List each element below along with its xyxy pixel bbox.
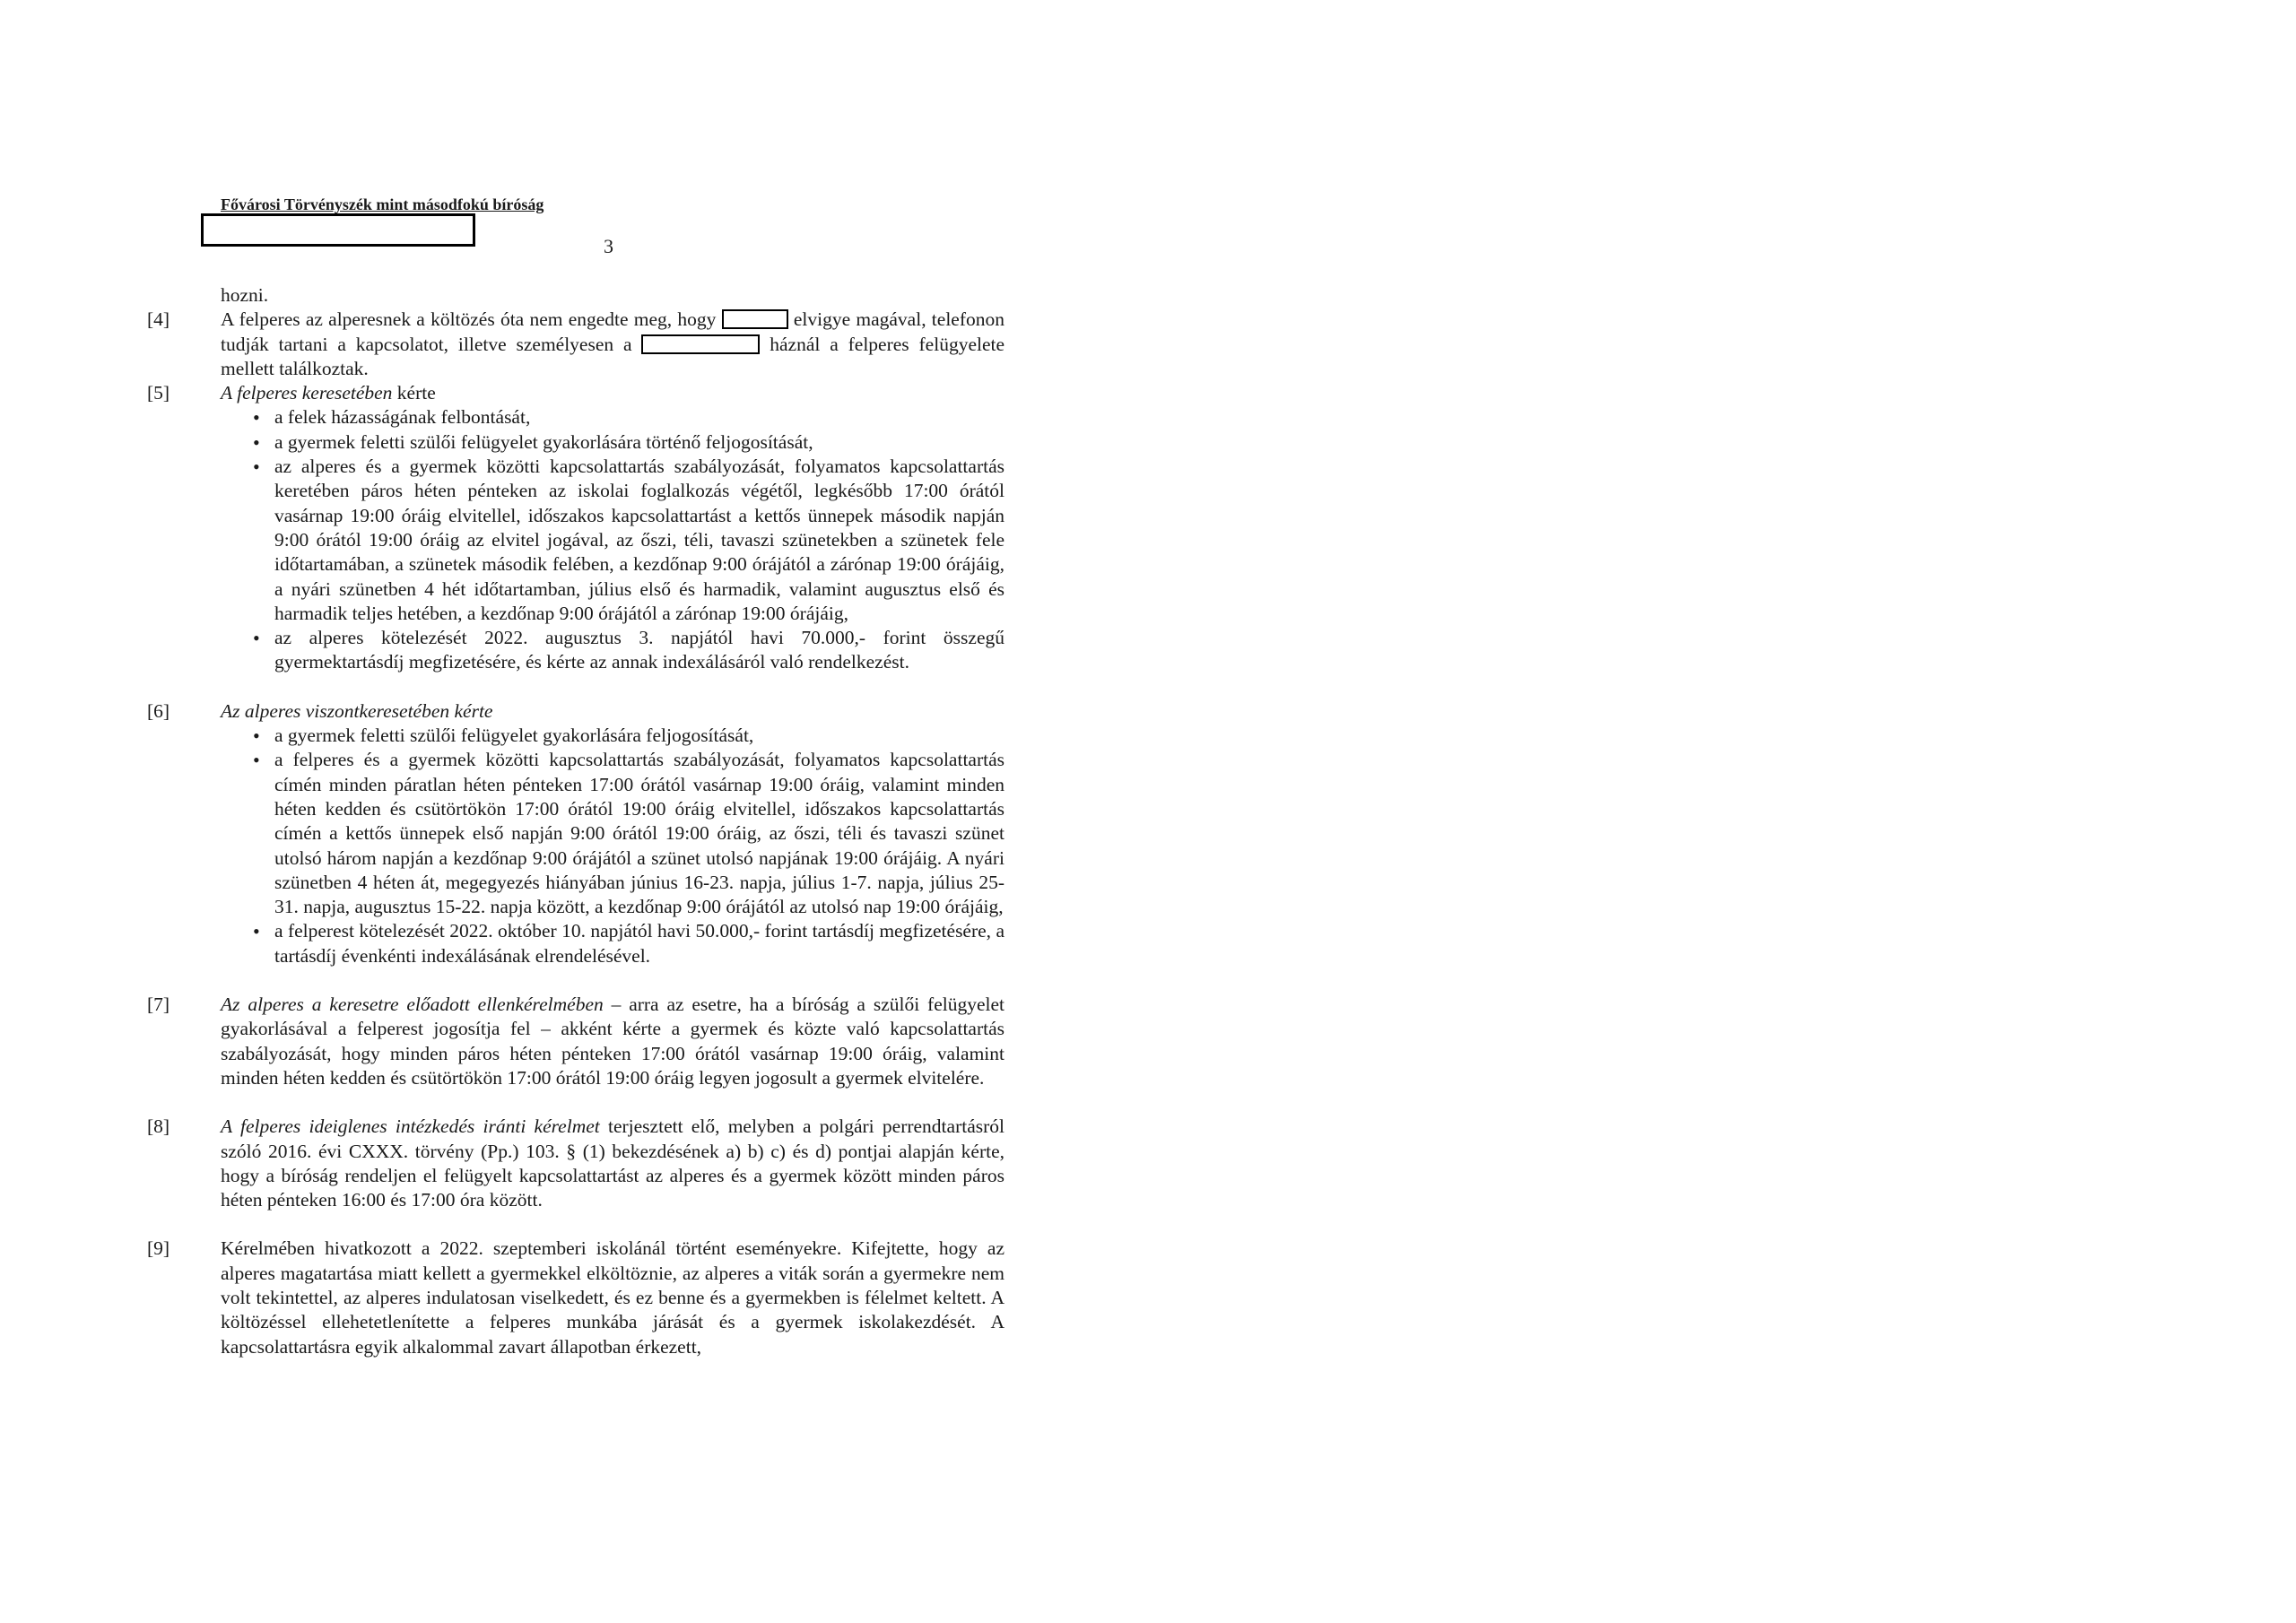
page-number: 3 (604, 235, 613, 257)
paragraph-8: [8] A felperes ideiglenes intézkedés iránti kérelmet terjesztett elő, melyben a polgári perrendtartásról szóló 2016. évi CXXX. törvény (Pp.) 103. § (1) bekezdésének a) b) c) és d) pontjai alapján kérte, hogy a bíróság rendeljen el felügyelt kapcsolattartást az alperes és a gyermek között minden páros héten pénteken 16:00 és 17:00 óra között. (147, 1115, 1004, 1211)
paragraph-number: [7] (147, 994, 170, 1016)
document-body (144, 283, 1004, 1359)
claim-list (221, 405, 1004, 674)
redacted-name (722, 309, 788, 329)
list-item: • a gyermek feletti szülői felügyelet gyakorlására feljogosítását, (221, 724, 1004, 748)
counterclaim-list (221, 724, 1004, 968)
list-item: • a gyermek feletti szülői felügyelet gyakorlására történő feljogosítását, (221, 430, 1004, 455)
paragraph-number: [6] (147, 699, 170, 722)
list-item: • a felperes és a gyermek közötti kapcsolattartás szabályozását, folyamatos kapcsolattartás címén minden páratlan héten pénteken 17:00 órától vasárnap 19:00 óráig, valamint minden héten kedden és csütörtökön 17:00 órától 19:00 óráig elvitellel, időszakos kapcsolattartás címén a kettős ünnepek első napján 9:00 órától 19:00 óráig, az őszi, téli és tavaszi szünet utolsó három napján a kezdőnap 9:00 órájától a szünet utolsó napjának 19:00 órájáig. A nyári szünetben 4 héten át, megegyezés hiányában június 16-23. napja, július 1-7. napja, július 25-31. napja, augusztus 15-22. napja között, a kezdőnap 9:00 órájától az utolsó nap 19:00 órájáig, (221, 748, 1004, 919)
paragraph-4: [4] A felperes az alperesnek a költözés óta nem engedte meg, hogy elvigye magával, telefonon tudják tartani a kapcsolatot, illetve személyesen a háznál a felperes felügyelete mellett találkoztak. (147, 308, 1005, 379)
continuation-text: hozni. (221, 284, 269, 306)
paragraph-6: [6] Az alperes viszontkeresetében kérte • a gyermek feletti szülői felügyelet gyakorlására feljogosítását, • a felperes és a gyermek közötti kapcsolattartás szabályozását, folyamatos kapcsolattartás címén minden páratlan héten pénteken 17:00 órától vasárnap 19:00 óráig, valamint minden héten kedden és csütörtökön 17:00 órától 19:00 óráig elvitellel, időszakos kapcsolattartás címén a kettős ünnepek első napján 9:00 órától 19:00 óráig, az őszi, téli és tavaszi szünet utolsó három napján a kezdőnap 9:00 órájától a szünet utolsó napjának 19:00 órájáig. A nyári szünetben 4 héten át, megegyezés hiányában június 16-23. napja, július 1-7. napja, július 25-31. napja, augusztus 15-22. napja között, a kezdőnap 9:00 órájától az utolsó nap 19:00 órájáig, • a felperest kötelezését 2022. október 10. napjától havi 50.000,- forint tartásdíj megfizetésére, a tartásdíj évenkénti indexálásának elrendelésével. (144, 699, 1004, 968)
list-item: • az alperes és a gyermek közötti kapcsolattartás szabályozását, folyamatos kapcsolattartás keretében páros héten pénteken az iskolai foglalkozás végétől, legkésőbb 17:00 órától vasárnap 19:00 óráig elvitellel, időszakos kapcsolattartást a kettős ünnepek második napján 9:00 órától 19:00 óráig az elvitel jogával, az őszi, téli, tavaszi szünetekben a szünetek fele időtartamában, a szünetek második felében, a kezdőnap 9:00 órájától a zárónap 19:00 órájáig, a nyári szünetben 4 hét időtartamban, július első és harmadik, valamint augusztus első és harmadik teljes hetében, a kezdőnap 9:00 órájától a zárónap 19:00 órájáig, (221, 455, 1004, 626)
redacted-case-number (201, 213, 475, 247)
list-item: • a felperest kötelezését 2022. október 10. napjától havi 50.000,- forint tartásdíj megfizetésére, a tartásdíj évenkénti indexálásának elrendelésével. (221, 919, 1004, 968)
list-item: • a felek házasságának felbontását, (221, 405, 1004, 430)
paragraph-9: [9] Kérelmében hivatkozott a 2022. szeptemberi iskolánál történt eseményekre. Kifejtette, hogy az alperes magatartása miatt kellett a gyermekkel elköltöznie, az alperes a viták során a gyermekre nem volt tekintettel, az alperes indulatosan viselkedett, és ez benne és a gyermekben is félelmet keltett. A költözéssel ellehetetlenítette a felperes munkába járását és a gyermek iskolakezdését. A kapcsolattartásra egyik alkalommal zavart állapotban érkezett, (147, 1237, 1004, 1358)
paragraph-number: [5] (147, 382, 170, 404)
paragraph-number: [8] (147, 1115, 170, 1138)
paragraph-number: [9] (147, 1237, 170, 1260)
paragraph-5: [5] A felperes keresetében kérte • a felek házasságának felbontását, • a gyermek feletti szülői felügyelet gyakorlására történő feljogosítását, • az alperes és a gyermek közötti kapcsolattartás szabályozását, folyamatos kapcsolattartás keretében páros héten pénteken az iskolai foglalkozás végétől, legkésőbb 17:00 órától vasárnap 19:00 óráig elvitellel, időszakos kapcsolattartást a kettős ünnepek második napján 9:00 órától 19:00 óráig az elvitel jogával, az őszi, téli, tavaszi szünetekben a szünetek fele időtartamában, a szünetek második felében, a kezdőnap 9:00 órájától a zárónap 19:00 órájáig, a nyári szünetben 4 hét időtartamban, július első és harmadik, valamint augusztus első és harmadik teljes hetében, a kezdőnap 9:00 órájától a zárónap 19:00 órájáig, • az alperes kötelezését 2022. augusztus 3. napjától havi 70.000,- forint összegű gyermektartásdíj megfizetésére, és kérte az annak indexálásáról való rendelkezést. (144, 381, 1004, 675)
court-header: Fővárosi Törvényszék mint másodfokú bíróság (221, 195, 544, 213)
paragraph-number: [4] (147, 308, 170, 331)
list-item: • az alperes kötelezését 2022. augusztus 3. napjától havi 70.000,- forint összegű gyermektartásdíj megfizetésére, és kérte az annak indexálásáról való rendelkezést. (221, 626, 1004, 675)
paragraph-7: [7] Az alperes a keresetre előadott ellenkérelmében – arra az esetre, ha a bíróság a szülői felügyelet gyakorlásával a felperest jogosítja fel – akként kérte a gyermek és közte való kapcsolattartás szabályozását, hogy minden páros héten pénteken 17:00 órától vasárnap 19:00 óráig, valamint minden héten kedden és csütörtökön 17:00 órától 19:00 óráig legyen jogosult a gyermek elvitelére. (147, 994, 1004, 1089)
redacted-location (641, 334, 760, 354)
